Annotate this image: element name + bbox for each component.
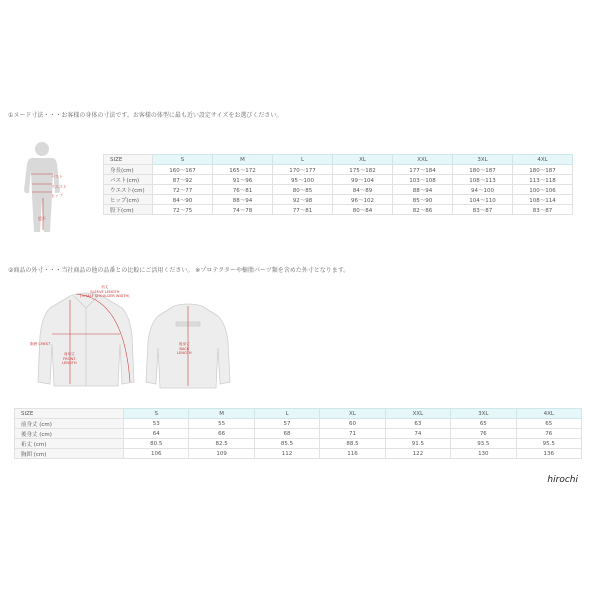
figure-label-bust: バスト: [51, 174, 63, 179]
row-label: 胸囲 (cm): [15, 449, 124, 459]
label-chest: 胸囲 CHEST: [30, 342, 51, 346]
size-header: XXL: [385, 409, 450, 419]
table-row: [15, 439, 582, 449]
size-header-corner: SIZE: [104, 155, 153, 165]
table-cell: 177〜184: [393, 165, 453, 175]
size-header: L: [273, 155, 333, 165]
table-cell: 57: [254, 419, 319, 429]
table-cell: 91〜96: [213, 175, 273, 185]
table-row: [15, 449, 582, 459]
table-cell: 80.5: [124, 439, 189, 449]
label-sleeve-jp: 裄丈: [101, 285, 109, 289]
table-cell: 116: [320, 449, 385, 459]
table-cell: 65: [516, 419, 581, 429]
table-cell: 80〜85: [273, 185, 333, 195]
table-cell: 180〜187: [453, 165, 513, 175]
table-cell: 160〜167: [153, 165, 213, 175]
row-label: 身長(cm): [104, 165, 153, 175]
size-header: 4XL: [513, 155, 573, 165]
row-label: 股下(cm): [104, 205, 153, 215]
size-header-corner: SIZE: [15, 409, 124, 419]
table-cell: 77〜81: [273, 205, 333, 215]
label-back-en2: LENGTH: [177, 351, 192, 355]
product-size-note: ②商品の外寸・・・当社商品の他の品番との比較にご活用ください。 ※プロテクターや樹脂パーツ類を含めた外寸となります。: [8, 267, 350, 274]
table-cell: 88〜94: [393, 185, 453, 195]
table-cell: 113〜118: [513, 175, 573, 185]
table-cell: 122: [385, 449, 450, 459]
table-cell: 84〜89: [333, 185, 393, 195]
table-cell: 65: [451, 419, 516, 429]
table-cell: 76〜81: [213, 185, 273, 195]
table-cell: 72〜75: [153, 205, 213, 215]
table-cell: 87〜92: [153, 175, 213, 185]
table-cell: 63: [385, 419, 450, 429]
label-front-jp: 前身丈: [63, 352, 75, 356]
table-row: [104, 205, 573, 215]
table-row: [104, 175, 573, 185]
table-cell: 60: [320, 419, 385, 429]
figure-label-waist: ウエスト: [51, 184, 67, 189]
table-row: [15, 429, 582, 439]
table-row: [104, 195, 573, 205]
table-cell: 66: [189, 429, 254, 439]
label-sleeve-en2: (=HALF SHOULDER WIDTH): [80, 294, 130, 298]
size-header: S: [153, 155, 213, 165]
table-header-row: [104, 155, 573, 165]
brand-logo: hirochi: [547, 475, 578, 485]
table-cell: 104〜110: [453, 195, 513, 205]
table-cell: 82.5: [189, 439, 254, 449]
table-cell: 103〜108: [393, 175, 453, 185]
figure-label-inseam: 股下: [38, 216, 46, 221]
table-header-row: [15, 409, 582, 419]
table-cell: 109: [189, 449, 254, 459]
table-cell: 84〜90: [153, 195, 213, 205]
table-cell: 85〜90: [393, 195, 453, 205]
table-cell: 64: [124, 429, 189, 439]
table-cell: 108〜113: [453, 175, 513, 185]
table-cell: 71: [320, 429, 385, 439]
table-row: [104, 185, 573, 195]
table-cell: 88〜94: [213, 195, 273, 205]
table-row: [104, 165, 573, 175]
row-label: 後身丈 (cm): [15, 429, 124, 439]
table-cell: 170〜177: [273, 165, 333, 175]
label-back-jp: 後身丈: [178, 342, 190, 346]
size-header: 3XL: [451, 409, 516, 419]
table-cell: 94〜100: [453, 185, 513, 195]
table-cell: 53: [124, 419, 189, 429]
table-cell: 55: [189, 419, 254, 429]
row-label: バスト(cm): [104, 175, 153, 185]
table-cell: 83〜87: [453, 205, 513, 215]
table-cell: 72〜77: [153, 185, 213, 195]
table-cell: 106: [124, 449, 189, 459]
table-cell: 68: [254, 429, 319, 439]
size-header: XL: [333, 155, 393, 165]
row-label: ヒップ(cm): [104, 195, 153, 205]
table-cell: 74: [385, 429, 450, 439]
table-cell: 80〜84: [333, 205, 393, 215]
table-cell: 88.5: [320, 439, 385, 449]
table-cell: 93.5: [451, 439, 516, 449]
table-cell: 112: [254, 449, 319, 459]
table-cell: 74〜78: [213, 205, 273, 215]
label-front-en2: LENGTH: [62, 361, 77, 365]
nude-size-table: [103, 154, 573, 215]
jacket-front-figure: [26, 286, 146, 394]
table-cell: 85.5: [254, 439, 319, 449]
table-cell: 83〜87: [513, 205, 573, 215]
table-cell: 91.5: [385, 439, 450, 449]
table-cell: 100〜106: [513, 185, 573, 195]
table-row: [15, 419, 582, 429]
row-label: ウエスト(cm): [104, 185, 153, 195]
label-back-en: BACK: [179, 346, 190, 351]
table-cell: 130: [451, 449, 516, 459]
table-cell: 95〜100: [273, 175, 333, 185]
size-header: XL: [320, 409, 385, 419]
size-header: M: [189, 409, 254, 419]
label-sleeve-en: SLEEVE LENGTH: [90, 289, 120, 294]
row-label: 裄丈 (cm): [15, 439, 124, 449]
table-cell: 92〜98: [273, 195, 333, 205]
nude-size-note: ①ヌード寸法・・・お客様の身体の寸法です。お客様の体型に最も近い設定サイズをお選びください。: [8, 112, 283, 119]
table-cell: 76: [516, 429, 581, 439]
row-label: 前身丈 (cm): [15, 419, 124, 429]
table-cell: 136: [516, 449, 581, 459]
table-cell: 76: [451, 429, 516, 439]
size-header: XXL: [393, 155, 453, 165]
size-header: 4XL: [516, 409, 581, 419]
table-cell: 82〜86: [393, 205, 453, 215]
size-header: L: [254, 409, 319, 419]
table-cell: 96〜102: [333, 195, 393, 205]
figure-label-hip: ヒップ: [51, 193, 63, 198]
size-header: 3XL: [453, 155, 513, 165]
table-cell: 99〜104: [333, 175, 393, 185]
label-front-en: FRONT: [63, 356, 76, 361]
product-size-table: [14, 408, 582, 459]
table-cell: 180〜187: [513, 165, 573, 175]
size-header: S: [124, 409, 189, 419]
table-cell: 165〜172: [213, 165, 273, 175]
table-cell: 108〜114: [513, 195, 573, 205]
table-cell: 175〜182: [333, 165, 393, 175]
size-header: M: [213, 155, 273, 165]
table-cell: 95.5: [516, 439, 581, 449]
